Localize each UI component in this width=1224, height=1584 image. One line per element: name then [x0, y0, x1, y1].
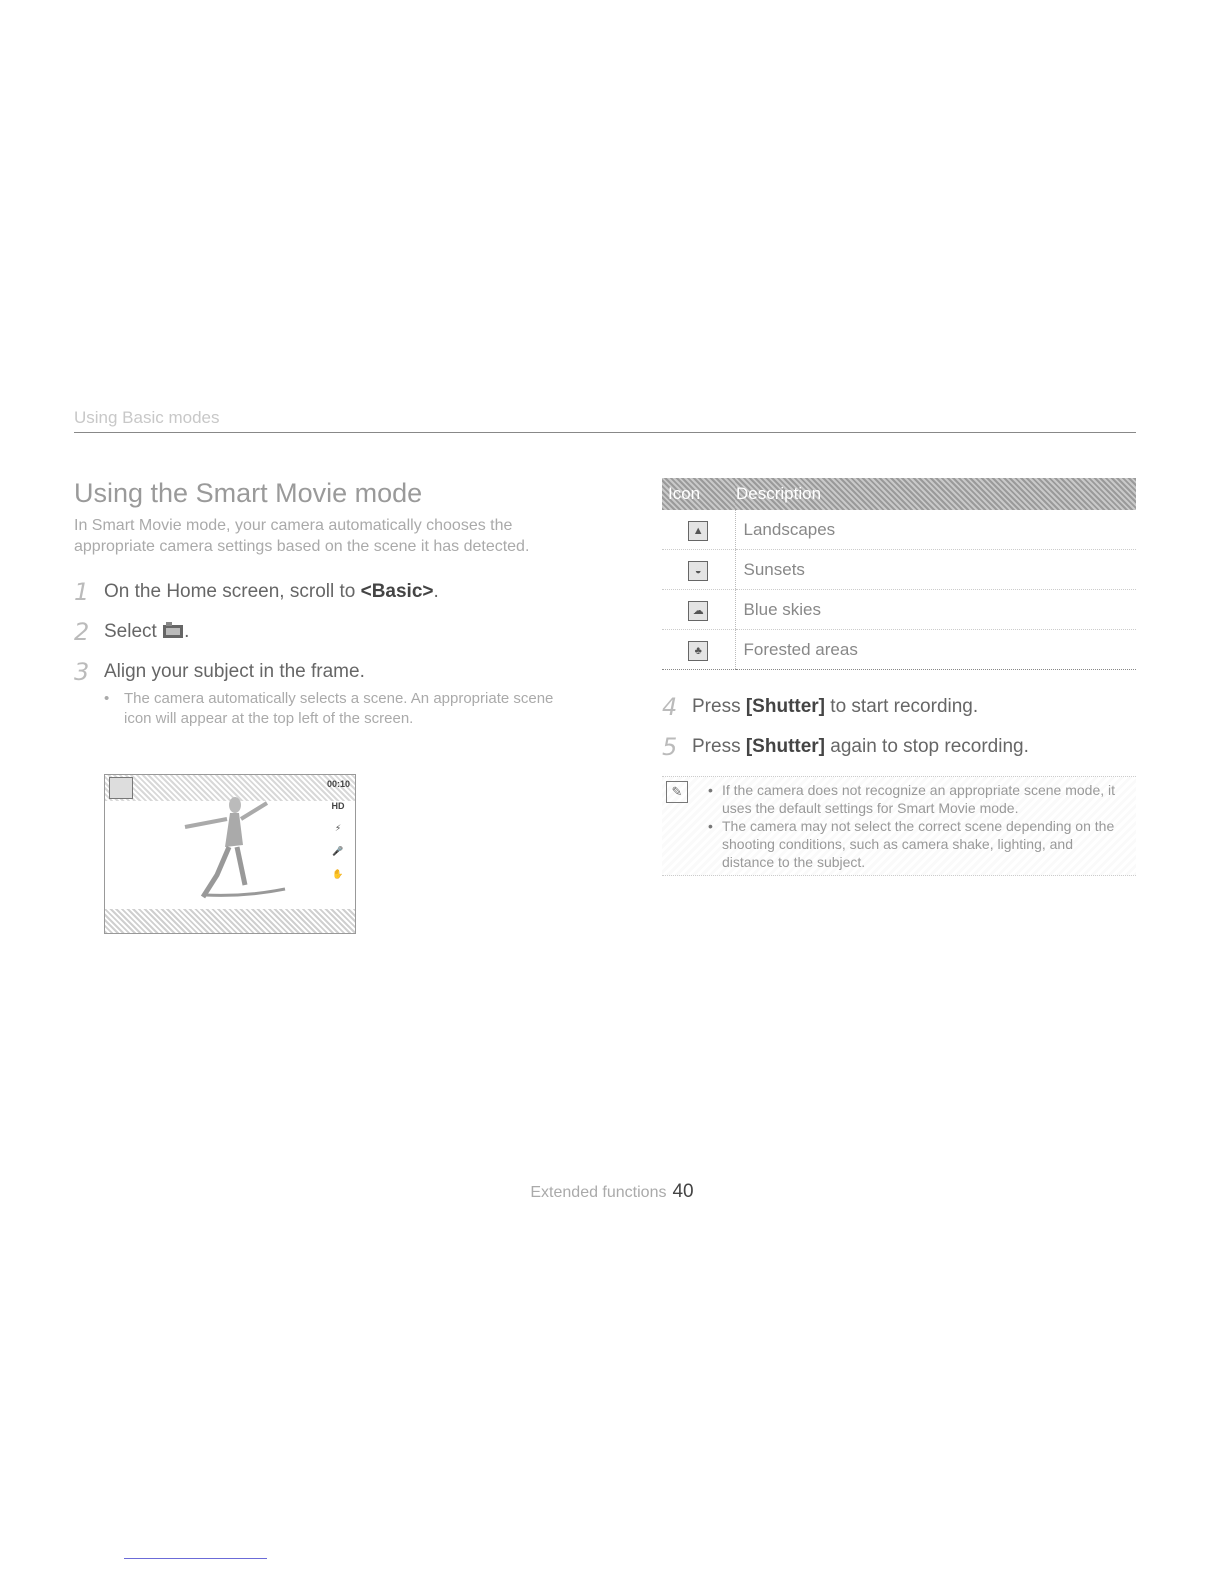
note-item: • The camera may not select the correct scene depending on the shooting conditions, such as camera shake, lighting, and distance to the subject. [708, 817, 1128, 871]
step-bold-text: <Basic> [360, 581, 434, 602]
step-2 [74, 618, 584, 646]
camera-bottom-bar [105, 909, 355, 933]
step-text: On the Home screen, scroll to [104, 581, 361, 602]
step-5 [662, 733, 1136, 761]
forest-icon: ♣ [688, 641, 708, 661]
step-text-end: to start recording. [825, 696, 979, 717]
table-row [662, 510, 1136, 550]
table-row [662, 630, 1136, 670]
step-3 [74, 658, 584, 729]
step-4 [662, 693, 1136, 721]
note-box [662, 776, 1136, 876]
step-text-end: . [184, 621, 190, 642]
table-row [662, 590, 1136, 630]
step-3-bullet: • The camera automatically selects a scene. An appropriate scene icon will appear at the top left of the screen. [104, 689, 584, 729]
left-column [74, 478, 584, 879]
camera-screen-illustration [104, 774, 356, 934]
table-header-row [662, 478, 1136, 510]
step-1 [74, 578, 584, 606]
note-pencil-icon: ✎ [666, 781, 688, 803]
step-number: 5 [662, 733, 678, 761]
step-text: Press [692, 696, 746, 717]
right-column [662, 478, 1136, 876]
step-text: Press [692, 736, 746, 757]
table-cell-description: Blue skies [735, 590, 1136, 630]
step-number: 3 [74, 658, 90, 686]
step-text-end: again to stop recording. [825, 736, 1029, 757]
section-header: Using Basic modes [74, 408, 1136, 433]
microphone-icon: 🎤 [332, 846, 344, 856]
step-text: Align your subject in the frame. [104, 661, 365, 682]
step-number: 4 [662, 693, 678, 721]
page-number: 40 [672, 1181, 694, 1202]
step-text: Select [104, 621, 163, 642]
table-cell-description: Sunsets [735, 550, 1136, 590]
blue-sky-icon: ☁ [688, 601, 708, 621]
recording-time: 00:10 [327, 779, 351, 789]
smart-movie-mode-icon [162, 621, 184, 639]
note-item: • If the camera does not recognize an appropriate scene mode, it uses the default settings for Smart Movie mode. [708, 781, 1128, 817]
step-number: 1 [74, 578, 90, 606]
table-row [662, 550, 1136, 590]
landscape-icon: ▲ [688, 521, 708, 541]
step-text-end: . [433, 581, 439, 602]
scene-icon-table [662, 478, 1136, 670]
table-cell-description: Forested areas [735, 630, 1136, 670]
shutter-label: [Shutter] [745, 696, 826, 717]
table-header-icon: Icon [662, 478, 735, 510]
stabilizer-icon: ✋ [332, 869, 344, 879]
sunset-icon: ◒ [688, 561, 708, 581]
table-header-description: Description [735, 478, 1136, 510]
page-title: Using the Smart Movie mode [74, 478, 423, 508]
step-number: 2 [74, 618, 90, 646]
intro-text: In Smart Movie mode, your camera automatically chooses the appropriate camera settings based on the scene it has detected. [74, 517, 530, 555]
page-footer [0, 1181, 1224, 1203]
footer-label: Extended functions [530, 1184, 667, 1201]
table-cell-description: Landscapes [735, 510, 1136, 550]
shutter-label: [Shutter] [745, 736, 826, 757]
hd-icon: HD [331, 801, 345, 811]
bottom-rule [124, 1558, 267, 1559]
flash-icon: ⚡ [334, 823, 342, 833]
